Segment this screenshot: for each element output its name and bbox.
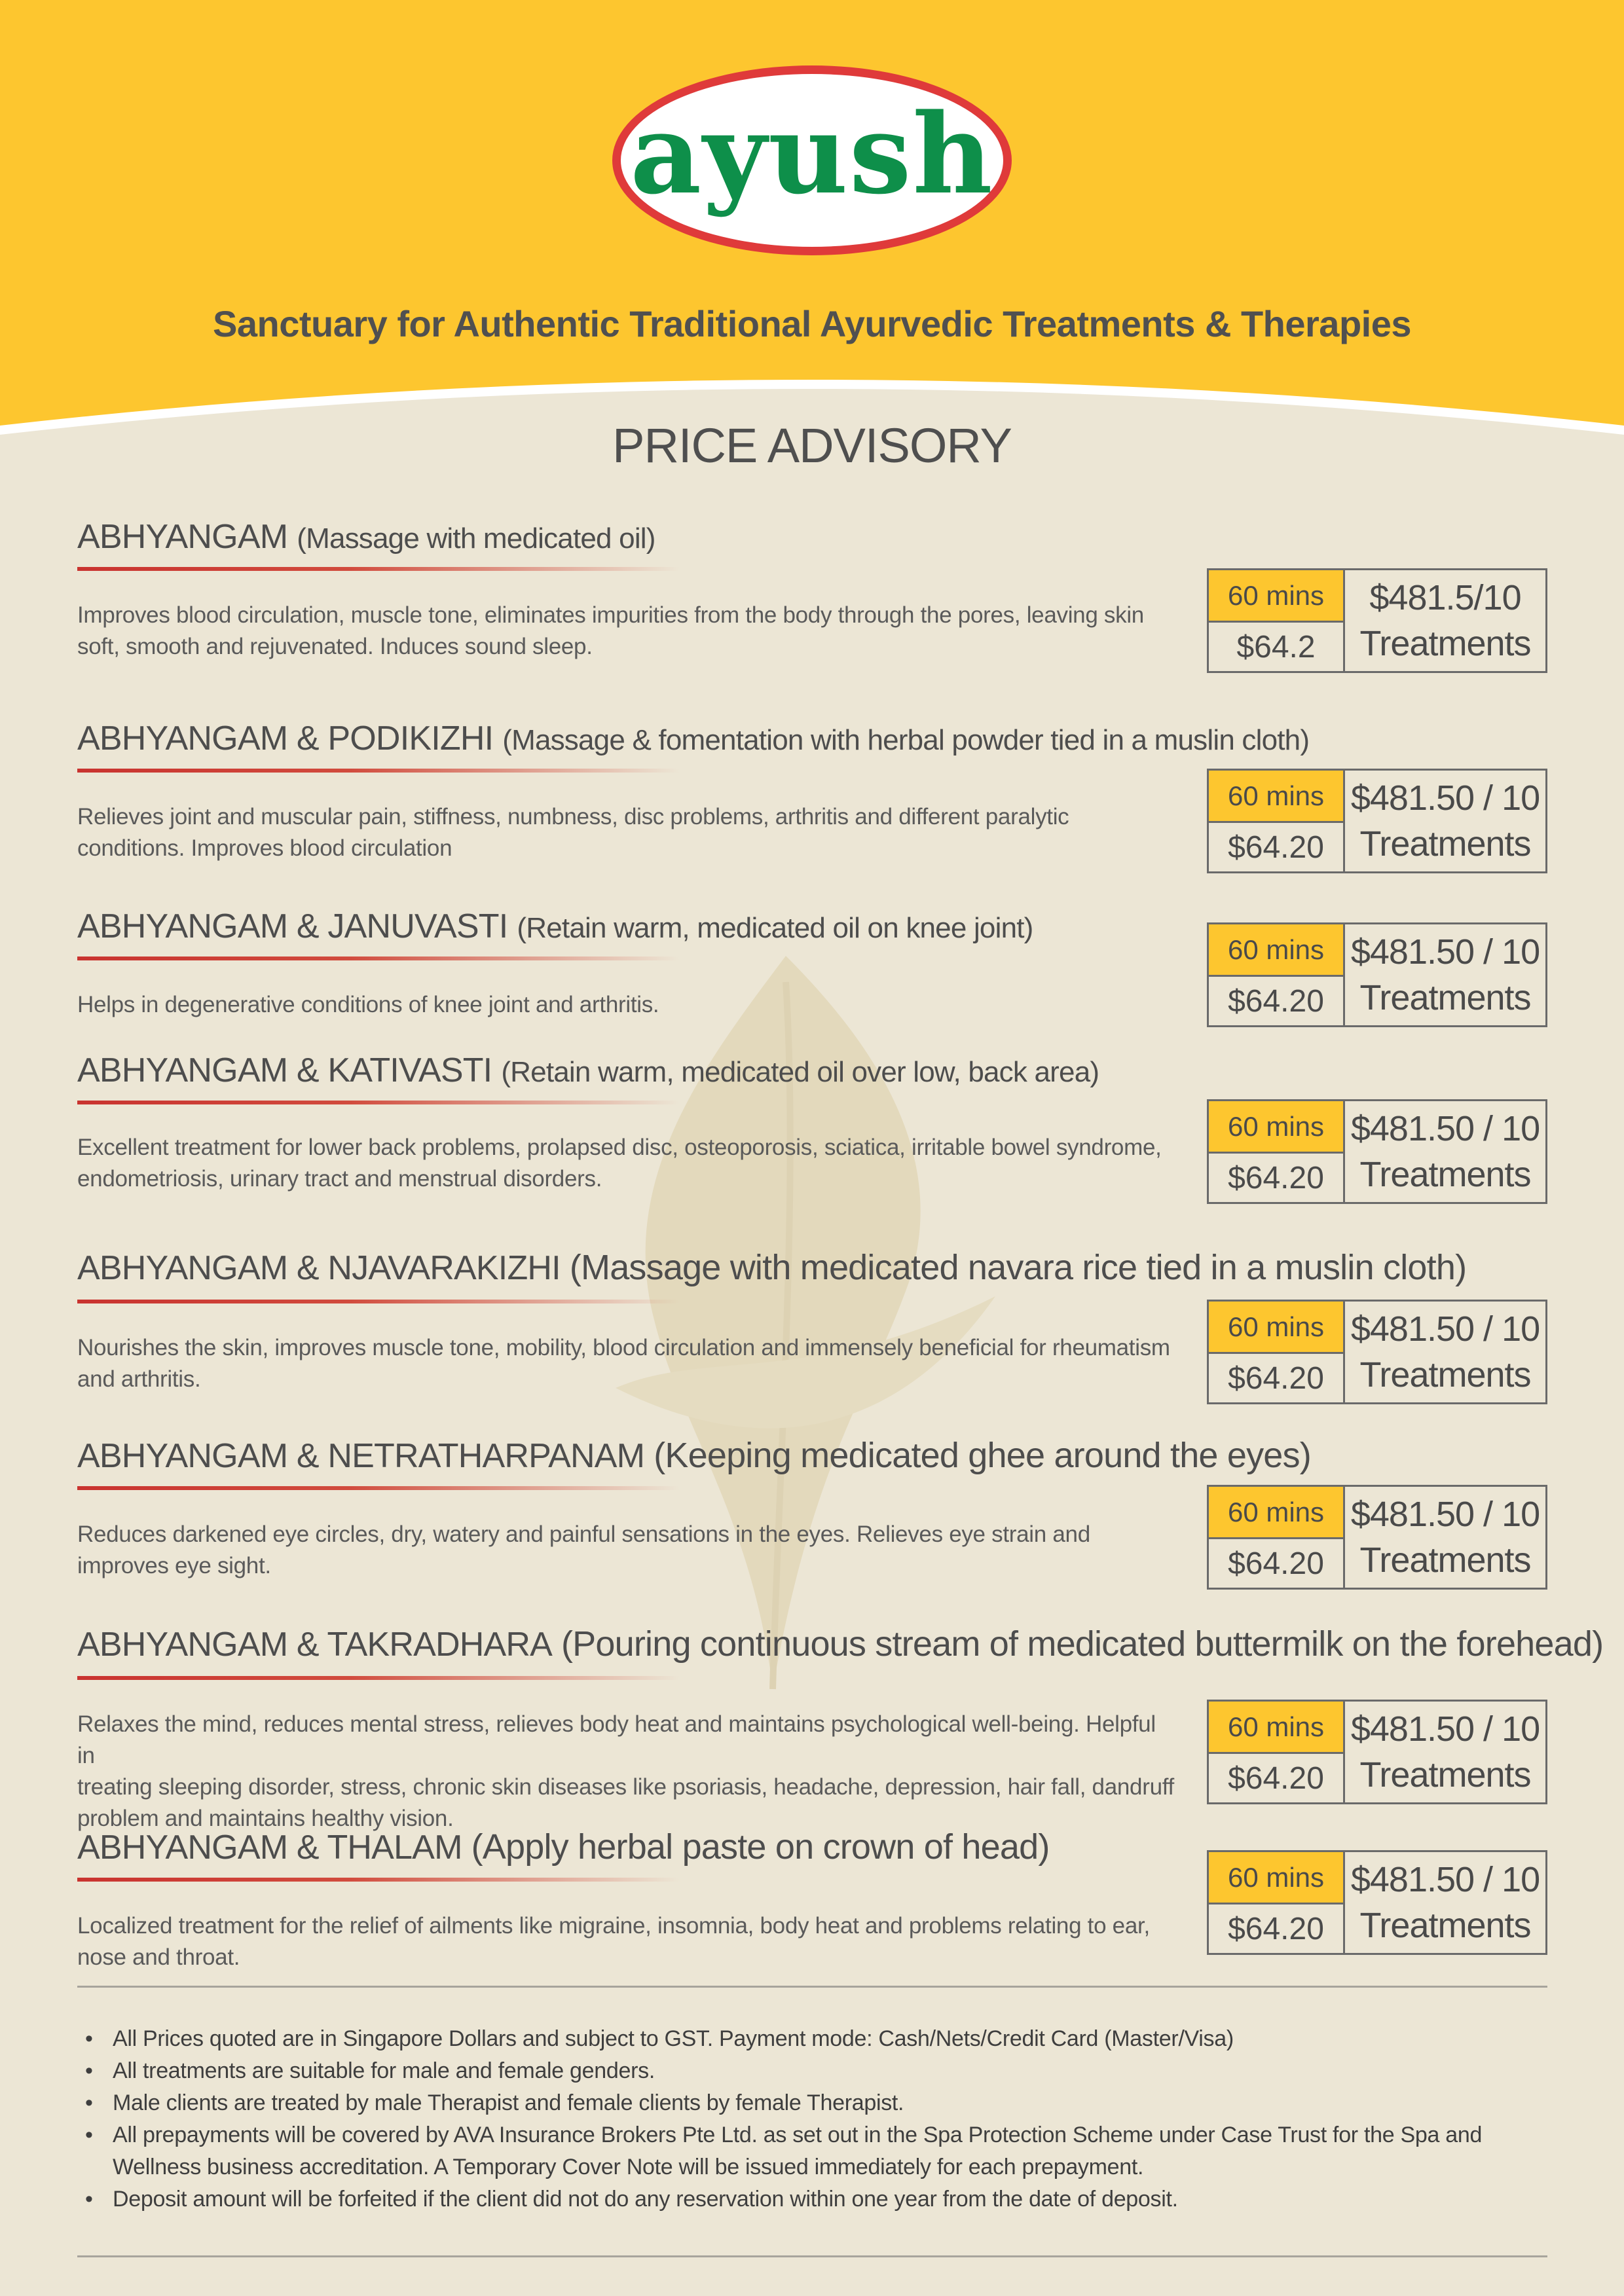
notes-top-divider — [77, 1986, 1547, 1988]
package-price — [1345, 1487, 1545, 1588]
treatment-subtitle: (Retain warm, medicated oil over low, back area) — [501, 1056, 1099, 1088]
duration-label: 60 mins — [1209, 771, 1343, 823]
package-unit: Treatments — [1359, 1355, 1531, 1394]
price-box — [1207, 1099, 1547, 1204]
price-box — [1207, 1300, 1547, 1404]
single-price: $64.2 — [1236, 629, 1316, 665]
treatment-name: ABHYANGAM & NJAVARAKIZHI — [77, 1249, 561, 1287]
treatment-subtitle: (Apply herbal paste on crown of head) — [471, 1827, 1050, 1867]
price-box — [1207, 568, 1547, 673]
price-left — [1209, 1852, 1345, 1953]
treatment-description — [77, 1132, 1177, 1195]
treatment-description — [77, 989, 1177, 1021]
package-amount: $481.50 / 10 — [1350, 1860, 1540, 1899]
page-title: PRICE ADVISORY — [612, 418, 1012, 473]
description-line: Relaxes the mind, reduces mental stress, relieves body heat and maintains psychological well-being. Helpful in — [77, 1711, 1156, 1768]
package-price — [1345, 570, 1545, 671]
note-item: • All Prices quoted are in Singapore Dollars and subject to GST. Payment mode: Cash/Nets/Credit Card (Master/Visa) — [85, 2023, 1565, 2055]
note-item: • Deposit amount will be forfeited if the client did not do any reservation within one year from the date of deposit. — [85, 2183, 1565, 2215]
description-line: Relieves joint and muscular pain, stiffness, numbness, disc problems, arthritis and different paralytic — [77, 804, 1069, 829]
description-line: Reduces darkened eye circles, dry, watery and painful sensations in the eyes. Relieves eye strain and — [77, 1522, 1090, 1547]
description-line: improves eye sight. — [77, 1553, 271, 1578]
title-underline — [77, 957, 680, 960]
treatment-title — [77, 1624, 1603, 1664]
notes-bottom-divider — [77, 2255, 1547, 2257]
description-line: Localized treatment for the relief of ailments like migraine, insomnia, body heat and problems relating to ear, — [77, 1913, 1150, 1939]
package-amount: $481.50 / 10 — [1350, 932, 1540, 972]
treatment-name: ABHYANGAM & THALAM — [77, 1829, 462, 1867]
single-price: $64.20 — [1228, 1760, 1324, 1796]
description-line: Improves blood circulation, muscle tone, eliminates impurities from the body through the pores, leaving skin — [77, 602, 1144, 628]
duration-label: 60 mins — [1209, 1702, 1343, 1754]
treatment-title — [77, 907, 1033, 946]
price-left — [1209, 1101, 1345, 1202]
price-left — [1209, 1487, 1345, 1588]
package-price — [1345, 1852, 1545, 1953]
terms-notes-list — [85, 2023, 1565, 2215]
treatment-abhyangam — [0, 517, 1624, 714]
description-line: and arthritis. — [77, 1366, 201, 1392]
treatment-name: ABHYANGAM & NETRATHARPANAM — [77, 1437, 645, 1475]
package-amount: $481.5/10 — [1369, 578, 1521, 617]
title-underline — [77, 567, 680, 571]
treatment-name: ABHYANGAM & JANUVASTI — [77, 907, 508, 945]
price-box — [1207, 922, 1547, 1027]
package-amount: $481.50 / 10 — [1350, 778, 1540, 818]
treatment-name: ABHYANGAM & TAKRADHARA — [77, 1626, 552, 1664]
package-unit: Treatments — [1359, 978, 1531, 1017]
single-price: $64.20 — [1228, 1911, 1324, 1946]
treatment-title — [77, 1247, 1466, 1288]
description-line: problem and maintains healthy vision. — [77, 1806, 454, 1831]
package-price — [1345, 1702, 1545, 1802]
price-box — [1207, 769, 1547, 873]
treatment-description — [77, 1519, 1177, 1582]
treatment-name: ABHYANGAM & KATIVASTI — [77, 1051, 492, 1089]
price-left — [1209, 771, 1345, 871]
treatment-description — [77, 1332, 1177, 1395]
single-price: $64.20 — [1228, 1360, 1324, 1396]
tagline: Sanctuary for Authentic Traditional Ayurvedic Treatments & Therapies — [212, 303, 1412, 344]
package-unit: Treatments — [1359, 624, 1531, 663]
single-price: $64.20 — [1228, 983, 1324, 1019]
title-underline — [77, 1878, 680, 1882]
treatment-subtitle: (Massage with medicated navara rice tied in a muslin cloth) — [569, 1248, 1467, 1287]
note-item: • All treatments are suitable for male and female genders. — [85, 2055, 1565, 2087]
treatment-title — [77, 1051, 1099, 1090]
treatment-description — [77, 1910, 1177, 1973]
package-price — [1345, 1302, 1545, 1402]
note-item: • Male clients are treated by male Therapist and female clients by female Therapist. — [85, 2087, 1565, 2119]
package-unit: Treatments — [1359, 1755, 1531, 1795]
title-underline — [77, 1300, 680, 1303]
single-price: $64.20 — [1228, 1160, 1324, 1195]
description-line: conditions. Improves blood circulation — [77, 835, 452, 861]
logo-text: ayush — [630, 89, 994, 219]
price-left — [1209, 570, 1345, 671]
duration-label: 60 mins — [1209, 1302, 1343, 1354]
package-unit: Treatments — [1359, 1540, 1531, 1580]
package-amount: $481.50 / 10 — [1350, 1109, 1540, 1148]
package-unit: Treatments — [1359, 1906, 1531, 1945]
title-underline — [77, 1101, 680, 1104]
duration-label: 60 mins — [1209, 570, 1343, 623]
description-line: Excellent treatment for lower back problems, prolapsed disc, osteoporosis, sciatica, irritable bowel syndrome, — [77, 1135, 1162, 1160]
treatment-name: ABHYANGAM — [77, 518, 288, 556]
note-item: • All prepayments will be covered by AVA Insurance Brokers Pte Ltd. as set out in the Spa Protection Scheme under Case Trust for the Spa and Wellness business accreditation. A Temporary Cover Note will be issued immediately for each prepayment. — [85, 2119, 1565, 2183]
treatment-name: ABHYANGAM & PODIKIZHI — [77, 720, 494, 757]
treatment-kativasti — [0, 1051, 1624, 1247]
package-unit: Treatments — [1359, 1155, 1531, 1194]
treatment-subtitle: (Massage & fomentation with herbal powder tied in a muslin cloth) — [502, 724, 1310, 756]
ayush-logo — [612, 65, 1012, 255]
package-amount: $481.50 / 10 — [1350, 1309, 1540, 1349]
package-amount: $481.50 / 10 — [1350, 1495, 1540, 1534]
duration-label: 60 mins — [1209, 924, 1343, 977]
price-box — [1207, 1850, 1547, 1955]
description-line: treating sleeping disorder, stress, chronic skin diseases like psoriasis, headache, depression, hair fall, dandruff — [77, 1774, 1174, 1800]
price-box — [1207, 1485, 1547, 1590]
price-box — [1207, 1700, 1547, 1804]
description-line: endometriosis, urinary tract and menstrual disorders. — [77, 1166, 602, 1192]
package-price — [1345, 1101, 1545, 1202]
treatment-thalam — [0, 1827, 1624, 2023]
title-underline — [77, 769, 680, 773]
treatment-subtitle: (Pouring continuous stream of medicated buttermilk on the forehead) — [561, 1624, 1604, 1664]
title-underline — [77, 1676, 680, 1680]
duration-label: 60 mins — [1209, 1487, 1343, 1539]
treatment-title — [77, 1435, 1311, 1476]
package-price — [1345, 771, 1545, 871]
treatment-subtitle: (Retain warm, medicated oil on knee joint) — [517, 912, 1033, 944]
price-left — [1209, 924, 1345, 1025]
treatment-takradhara — [0, 1624, 1624, 1831]
duration-label: 60 mins — [1209, 1852, 1343, 1904]
treatment-description — [77, 1709, 1177, 1834]
treatment-title — [77, 1827, 1050, 1867]
single-price: $64.20 — [1228, 1546, 1324, 1581]
price-left — [1209, 1702, 1345, 1802]
duration-label: 60 mins — [1209, 1101, 1343, 1154]
package-unit: Treatments — [1359, 824, 1531, 864]
description-line: nose and throat. — [77, 1944, 240, 1970]
treatment-title — [77, 719, 1309, 758]
treatment-podikizhi — [0, 719, 1624, 915]
package-price — [1345, 924, 1545, 1025]
title-underline — [77, 1486, 680, 1490]
treatment-description — [77, 600, 1177, 663]
treatment-subtitle: (Massage with medicated oil) — [297, 522, 655, 555]
treatment-title — [77, 517, 655, 556]
treatment-subtitle: (Keeping medicated ghee around the eyes) — [654, 1436, 1311, 1475]
description-line: Nourishes the skin, improves muscle tone, mobility, blood circulation and immensely beneficial for rheumatism — [77, 1335, 1170, 1360]
description-line: soft, smooth and rejuvenated. Induces sound sleep. — [77, 634, 593, 659]
package-amount: $481.50 / 10 — [1350, 1709, 1540, 1749]
description-line: Helps in degenerative conditions of knee joint and arthritis. — [77, 992, 659, 1017]
treatment-njavarakizhi — [0, 1247, 1624, 1444]
treatment-description — [77, 801, 1177, 864]
price-left — [1209, 1302, 1345, 1402]
single-price: $64.20 — [1228, 829, 1324, 865]
treatment-netratharpanam — [0, 1435, 1624, 1631]
